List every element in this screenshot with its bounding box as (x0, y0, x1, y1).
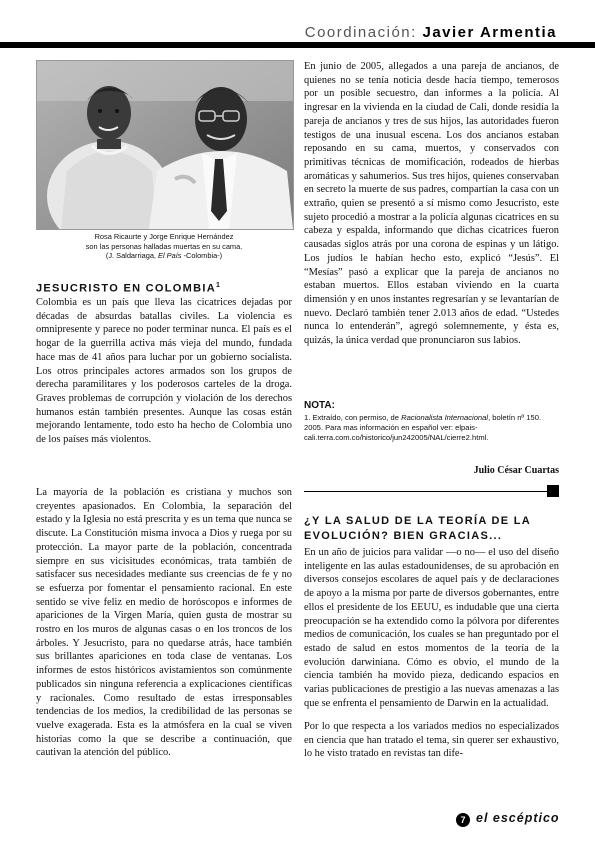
page-footer (456, 812, 560, 828)
caption-credit-end: -Colombia-) (181, 251, 223, 261)
paragraph: La mayoría de la población es cristiana y muchos son creyentes apasionados. En Colombia, la separación del estado y la Iglesia no está prescrita y es un tema que nunca se discute. La Constitución misma invoca a Dios y ruega por su protección. La mayor parte de la población, concentrada siempre en sus vicisitudes económicas, trata también de satisfacer sus necesidades mediante sus creencias de fe y no se esfuerza por fomentar el pensamiento racional. En este sentido se vive feliz en medio de horóscopos e informes de apariciones de la Virgen María, quien gusta de mostrar su rostro en los muros de algunas casas o en los troncos de los árboles. Y Jesucristo, para no quedarse atrás, hace también sus brillantes apariciones en toda clase de ventanas. Los informes de estos históricos avistamientos son comúnmente publicados sin ninguna referencia a explicaciones científicas y racionales. Como resultado de estas irresponsables tendencias de los medios, la credibilidad de las personas se vuelve exagerada. Esta es la atmósfera en la cual se viven historias como la que se describe a continuación, que cautivan la atención del público. (36, 487, 292, 759)
article-column (304, 60, 559, 348)
article-column (304, 546, 559, 710)
paragraph: En un año de juicios para validar —o no— el uso del diseño inteligente en las aulas estadounidenses, de su aprobación en diversos consejos escolares de aquel país y de declaraciones de apoyo a la misma por parte de diversos gobernantes, entre ellos el presidente de los EEUU, es indudable que una cierta preocupación se ha extendido como la pólvora por diferentes medios de comunicación, los cuales se han preguntado por el estado de salud en estos momentos de la teoría de la evolución darwiniana. Cómo es obvio, el mundo de la ciencia también ha movido pieza, dedicando espacios en varias publicaciones de prestigio a las nuevas amenazas a las que se enfrenta el pensamiento de Darwin en la actualidad. (304, 547, 559, 709)
footnote-text-end: , boletín nº 150. 2005. Para mas información en español ver: elpais-cali.terra.com.co/historico/jun242005/NAL/cierre2.html. (304, 413, 542, 442)
article-heading (36, 282, 292, 295)
section-divider (304, 491, 547, 492)
header-rule (0, 42, 595, 48)
footnote-text: 1. Extraído, con permiso, de (304, 413, 402, 422)
caption-source: El País (158, 251, 182, 261)
caption-line: son las personas halladas muertas en su cama. (85, 241, 243, 251)
page-number: 7 (456, 813, 470, 827)
paragraph: Colombia es un país que lleva las cicatrices dejadas por décadas de absurdas batallas civiles. La violencia es omnipresente y parece no poder terminar nunca. El país es el hogar de la guerrilla activa más vieja del mundo, fundada hace mas de 41 años para luchar por un gobierno socialista. Los otros principales actores armados son los grupos de derecha paramilitares y los poderosos carteles de la droga. Graves problemas de corrupción y violación de los derechos humanos están también presentes. Aunque las cosas están mejorando lentamente, todo esto ha hecho de Colombia uno de los países más violentos. (36, 297, 292, 446)
photo-of-elderly-couple-icon (37, 61, 293, 229)
caption-line: Rosa Ricaurte y Jorge Enrique Hernández (94, 232, 234, 241)
note-title: NOTA: (304, 400, 335, 411)
section-header (305, 24, 557, 41)
article-column (304, 720, 559, 761)
photo-caption (36, 232, 292, 261)
footnote-ref: 1 (215, 282, 222, 289)
paragraph: En junio de 2005, allegados a una pareja de ancianos, de quienes no se tenía noticia desde hacía tiempo, temerosos por un posible secuestro, dan informes a la policía. Al ingresar en la vivienda en la ciudad de Cali, donde residía la pareja de ancianos y tres de sus hijos, las autoridades fueron testigos de una inusual escena. Los dos ancianos estaban reposando en su cama, muertos, y conservados con primitivas técnicas de momificación, rodeados de hierbas aromáticas y sahumerios. Sus tres hijos, quienes conservaban en secreto la muerte de sus padres, compartían la casa con un extraño, quien se presentó a sí mismo como Jesucristo, este sujeto procedió a mostrar a la policía algunas cicatrices en su cabeza y espalda, informando que dichas cicatrices fueron causadas siglos atrás por una corona de espinas y un látigo. Los judíos le habían hecho esto, explicó “Jesús”. El “Mesías” pasó a explicar que la pareja de ancianos no estaban muertos. Ellos estaban viviendo en la cuarta dimensión y en unos instantes regresarían y se levantarían de nuevo. Declaró también tener 2.013 años de edad. “Ustedes nunca lo entenderán”, agregó solemnemente, y ésta es, quizás, la única verdad que pronunciaron sus labios. (304, 61, 559, 347)
article-column (36, 486, 292, 760)
end-block (547, 485, 559, 497)
article-title: JESUCRISTO EN COLOMBIA (36, 282, 216, 295)
article-column (36, 296, 292, 447)
caption-credit: (J. Saldarriaga, (105, 251, 159, 261)
magazine-name: el escéptico (476, 811, 560, 825)
article-photo (36, 60, 294, 230)
footnote (304, 413, 559, 443)
footnote-source: Racionalista Internacional (401, 413, 489, 422)
paragraph: Por lo que respecta a los variados medios no especializados en ciencia que han tratado el tema, sin querer ser exhaustivo, lo he visto tratado en revistas tan dife- (304, 721, 559, 760)
author-signature: Julio César Cuartas (473, 465, 559, 476)
section-coordinator: Javier Armentia (422, 24, 557, 41)
section-label: Coordinación: (304, 24, 417, 41)
article-heading: ¿Y LA SALUD DE LA TEORÍA DE LA EVOLUCIÓN? BIEN GRACIAS... (304, 515, 531, 542)
caption-line (36, 251, 292, 261)
